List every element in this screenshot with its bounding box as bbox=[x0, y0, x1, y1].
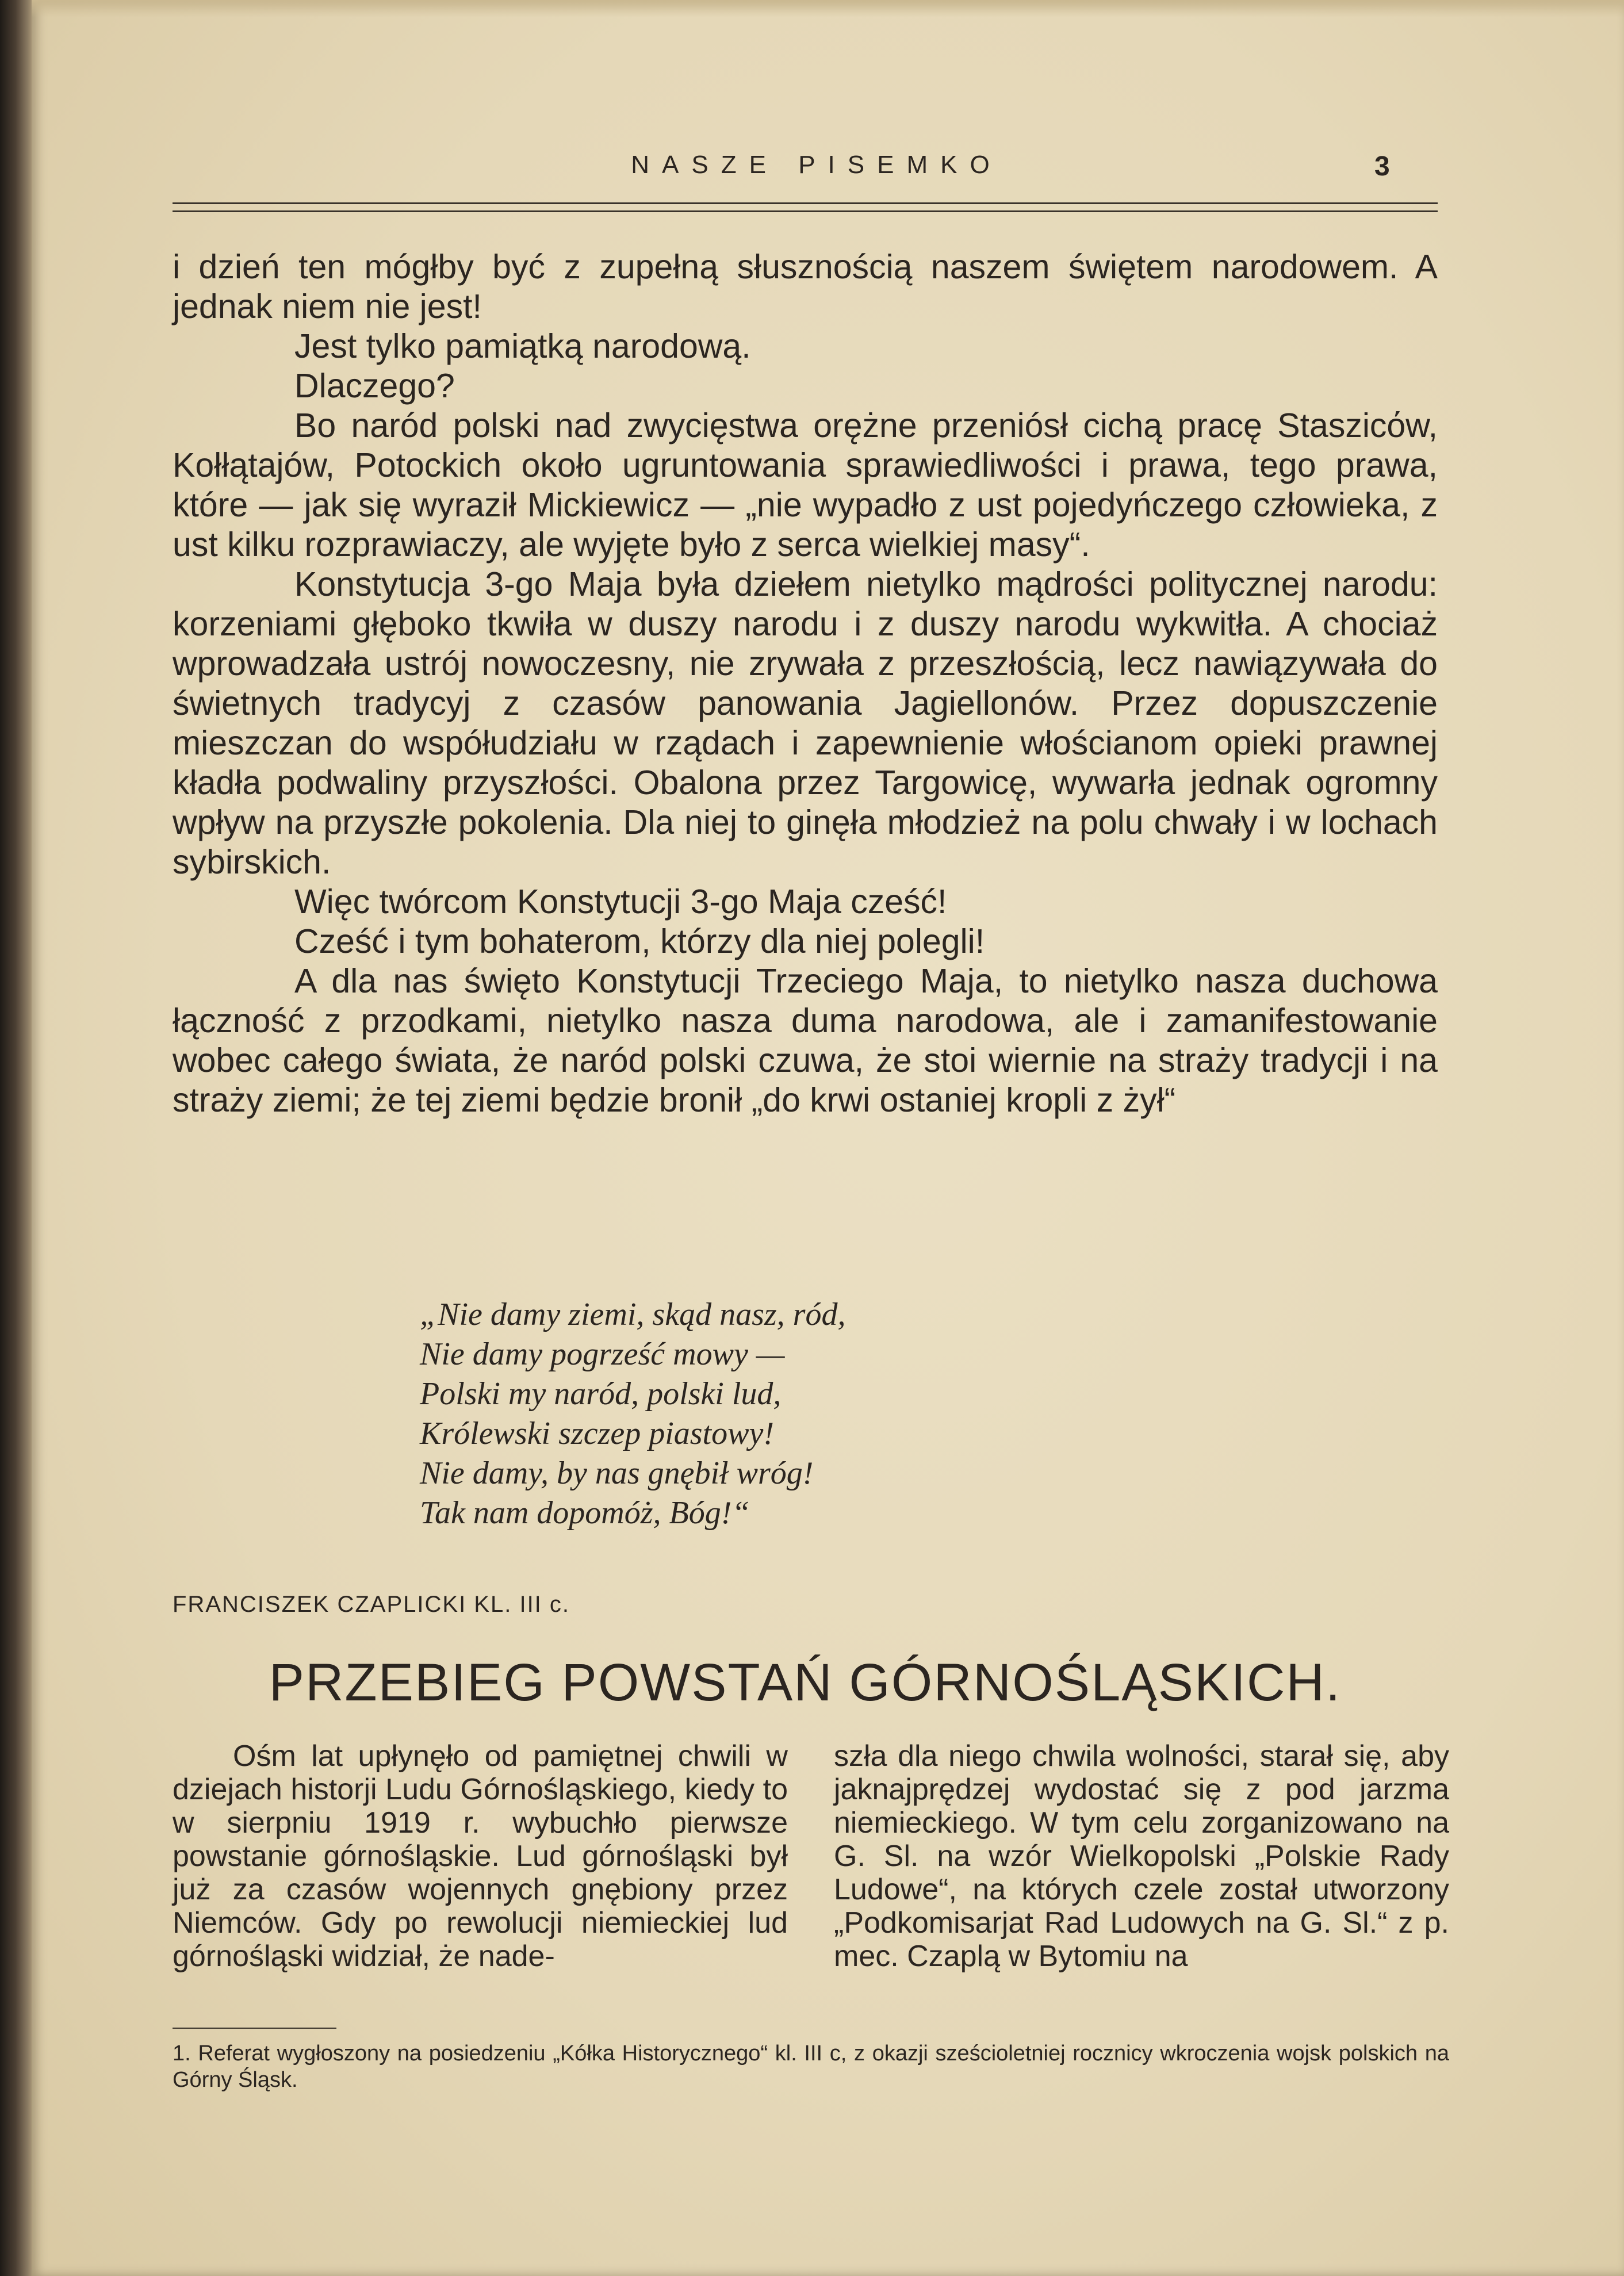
paragraph-honor-heroes: Cześć i tym bohaterom, którzy dla niej polegli! bbox=[294, 922, 985, 960]
footnote: 1. Referat wygłoszony na posiedzeniu „Kółka Historycznego“ kl. III c, z okazji sześcioletniej rocznicy wkroczenia wojsk polskich na Górny Śląsk. bbox=[173, 2041, 1449, 2092]
paragraph-question: Dlaczego? bbox=[294, 367, 455, 405]
running-header bbox=[173, 151, 1438, 191]
poem-line: Królewski szczep piastowy! bbox=[420, 1416, 774, 1451]
poem-quote bbox=[420, 1295, 1110, 1533]
paragraph-reason: Bo naród polski nad zwycięstwa orężne przeniósł cichą pracę Staszicόw, Kołłątajów, Potockich około ugruntowania sprawiedliwości i prawa, tego prawa, które — jak się wyraził Mickiewicz — „nie wypadło z ust pojedyńczego człowieka, z ust kilku rozprawiaczy, ale wyjęte było z serca wielkiej masy“. bbox=[173, 407, 1438, 564]
article-body bbox=[173, 247, 1438, 1120]
section-title: PRZEBIEG POWSTAŃ GÓRNOŚLĄSKICH. bbox=[269, 1653, 1342, 1712]
header-rule-top bbox=[173, 202, 1438, 204]
page-edge bbox=[32, 0, 1624, 17]
paragraph-constitution: Konstytucja 3-go Maja była dziełem nietylko mądrości politycznej narodu: korzeniami głęboko tkwiła w duszy narodu i z duszy narodu wykwitła. A chociaż wprowadzała ustrój nowoczesny, nie zrywała z przeszłością, lecz nawiązywała do świetnych tradycyj z czasów panowania Jagiellonów. Przez dopuszczenie mieszczan do współudziału w rządach i zapewnienie włościanom opieki prawnej kładła podwaliny przyszłości. Obalona przez Targowicę, wywarła jednak ogromny wpływ na przyszłe pokolenia. Dla niej to ginęła młodzież na polu chwały i w lochach sybirskich. bbox=[173, 565, 1438, 881]
paragraph-intro: i dzień ten mógłby być z zupełną słusznością naszem świętem narodowem. A jednak niem nie jest! bbox=[173, 248, 1438, 325]
footnote-rule bbox=[173, 2028, 336, 2029]
poem-line: Nie damy pogrześć mowy — bbox=[420, 1336, 785, 1372]
poem-line: Tak nam dopomóż, Bóg!“ bbox=[420, 1495, 750, 1531]
book-binding bbox=[0, 0, 35, 2276]
header-title: NASZE PISEMKO bbox=[631, 151, 1002, 179]
poem-line: Nie damy, by nas gnębił wróg! bbox=[420, 1455, 814, 1491]
column-left: Ośm lat upłynęło od pamiętnej chwili w dziejach historji Ludu Górnośląskiego, kiedy to w sierpniu 1919 r. wybuchło pierwsze powstanie górnośląskie. Lud górnośląski był już za czasów wojennych gnębiony przez Niemców. Gdy po rewolucji niemieckiej lud górnośląski widział, że nade- bbox=[173, 1739, 788, 1973]
paragraph-conclusion: A dla nas święto Konstytucji Trzeciego Maja, to nietylko nasza duchowa łączność z przodkami, nietylko nasza duma narodowa, ale i zamanifestowanie wobec całego świata, że naród polski czuwa, że stoi wiernie na straży tradycji i na straży ziemi; że tej ziemi będzie bronił „do krwi ostaniej kropli z żył“ bbox=[173, 962, 1438, 1119]
header-rule-bottom bbox=[173, 210, 1438, 212]
poem-line: „Nie damy ziemi, skąd nasz, ród, bbox=[420, 1297, 846, 1332]
poem-line: Polski my naród, polski lud, bbox=[420, 1376, 782, 1412]
column-right: szła dla niego chwila wolności, starał się, aby jaknajprędzej wydostać się z pod jarzma niemieckiego. W tym celu zorganizowano na G. Sl. na wzór Wielkopolski „Polskie Rady Ludowe“, na których czele został utworzony „Podkomisarjat Rad Ludowych na G. Sl.“ z p. mec. Czaplą w Bytomiu na bbox=[834, 1739, 1449, 1973]
author-signature: FRANCISZEK CZAPLICKI KL. III c. bbox=[173, 1592, 570, 1617]
page-number: 3 bbox=[1374, 151, 1390, 182]
paragraph-memorial: Jest tylko pamiątką narodową. bbox=[294, 327, 751, 365]
two-column-text bbox=[173, 1739, 1449, 1973]
paragraph-honor-creators: Więc twórcom Konstytucji 3-go Maja cześć! bbox=[294, 883, 947, 921]
